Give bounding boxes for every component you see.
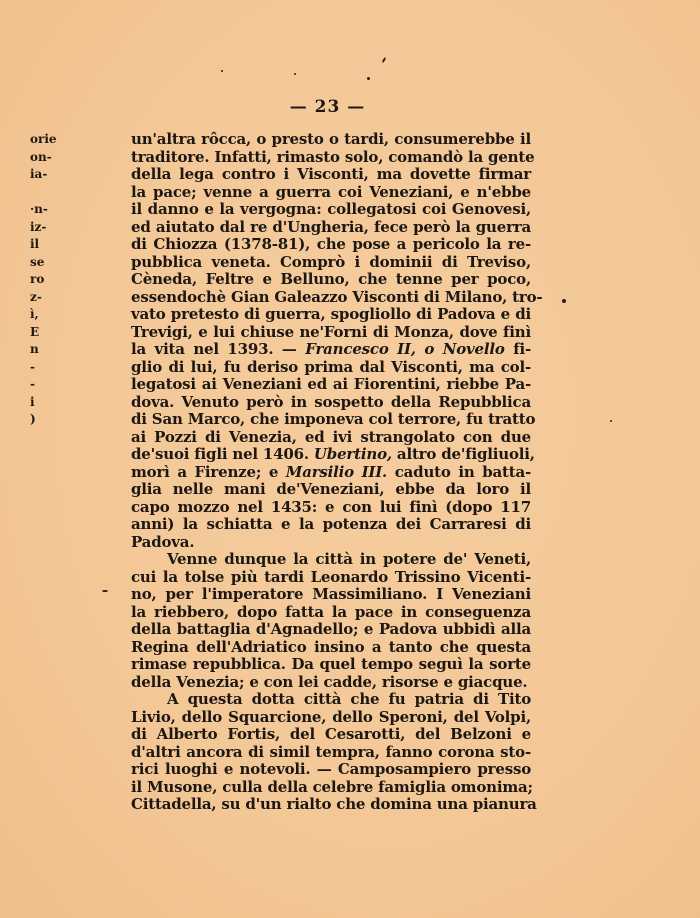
margin-fragment: il — [30, 237, 40, 251]
text-line: Livio, dello Squarcione, dello Speroni, del Volpi, — [131, 707, 531, 726]
text-line: d'altri ancora di simil tempra, fanno corona sto- — [131, 742, 531, 761]
text-line: un'altra rôcca, o presto o tardi, consumerebbe il — [131, 130, 531, 148]
ink-speck — [221, 70, 223, 72]
text-line: Venne dunque la città in potere de' Veneti, — [167, 550, 531, 568]
ink-speck — [610, 420, 612, 422]
margin-fragment: E — [30, 324, 40, 339]
text-line: rimase repubblica. Da quel tempo seguì la sorte — [131, 655, 531, 673]
text-line: legatosi ai Veneziani ed ai Fiorentini, riebbe Pa- — [131, 375, 531, 393]
text-line: la riebbero, dopo fatta la pace in conseguenza — [131, 602, 531, 621]
text-line: vato pretesto di guerra, spogliollo di Padova e di — [131, 305, 531, 323]
text-line: rici luoghi e notevoli. — Camposampiero presso — [131, 760, 531, 778]
text-line: della Venezia; e con lei cadde, risorse e giacque. — [131, 672, 528, 691]
ink-speck — [294, 73, 296, 75]
margin-fragment: iz- — [30, 219, 47, 234]
text-line: A questa dotta città che fu patria di Tito — [167, 690, 531, 708]
text-line: Regina dell'Adriatico insino a tanto che questa — [131, 637, 531, 656]
text-line: traditore. Infatti, rimasto solo, comandò la gente — [131, 147, 535, 166]
text-segment: morì a Firenze; e — [131, 462, 286, 481]
margin-fragment — [30, 184, 58, 202]
text-line: la pace; venne a guerra coi Veneziani, e n'ebbe — [131, 182, 531, 201]
ink-speck — [382, 57, 387, 63]
text-line: della battaglia d'Agnadello; e Padova ubbidì alla — [131, 620, 531, 638]
margin-fragment: n — [30, 342, 39, 356]
text-line: di Alberto Fortis, del Cesarotti, del Belzoni e — [131, 725, 531, 743]
ink-speck — [102, 590, 108, 592]
margin-fragment: ì, — [30, 307, 39, 321]
text-segment: altro de'figliuoli, — [391, 445, 535, 463]
margin-fragments — [30, 131, 58, 429]
text-line: ed aiutato dal re d'Ungheria, fece però la guerra — [131, 217, 531, 236]
text-segment: caduto in batta- — [387, 462, 532, 481]
text-line: di Chiozza (1378-81), che pose a pericolo la re- — [131, 235, 531, 253]
ink-speck — [367, 77, 370, 80]
text-line — [131, 341, 531, 359]
margin-fragment: i — [30, 394, 35, 409]
italic-name: Marsilio III. — [285, 462, 388, 481]
margin-fragment: on- — [30, 149, 52, 164]
text-line: della lega contro i Visconti, ma dovette firmar — [131, 165, 531, 183]
page-number: — 23 — — [289, 97, 366, 117]
text-line: essendochè Gian Galeazzo Visconti di Milano, tro- — [131, 287, 543, 306]
text-segment: la vita nel 1393. — — [131, 340, 306, 358]
margin-fragment: - — [30, 377, 35, 391]
ink-speck — [562, 299, 566, 303]
text-line: no, per l'imperatore Massimiliano. I Veneziani — [131, 585, 531, 603]
text-segment: de'suoi figli nel 1406. — [131, 445, 314, 463]
text-line: glio di lui, fu deriso prima dal Visconti, ma col- — [131, 357, 531, 376]
text-line: pubblica veneta. Comprò i dominii di Treviso, — [131, 252, 531, 271]
italic-name: Ubertino, — [313, 445, 392, 463]
body-text — [131, 130, 543, 814]
text-line: il Musone, culla della celebre famiglia omonima; — [131, 777, 533, 796]
text-line: Cittadella, su d'un rialto che domina una pianura — [131, 795, 537, 813]
text-line: dova. Venuto però in sospetto della Repubblica — [131, 392, 531, 411]
text-line — [131, 445, 535, 464]
margin-fragment: ia- — [30, 167, 48, 181]
text-line: Padova. — [131, 532, 195, 551]
text-line: cui la tolse più tardi Leonardo Trissino Vicenti- — [131, 567, 531, 586]
text-line: ai Pozzi di Venezia, ed ivi strangolato con due — [131, 427, 531, 446]
margin-fragment: - — [30, 359, 35, 374]
text-line: il danno e la vergogna: collegatosi coi Genovesi, — [131, 200, 531, 218]
margin-fragment: ) — [30, 412, 36, 426]
margin-fragment: z- — [30, 289, 42, 304]
text-line — [131, 464, 531, 482]
text-line: glia nelle mani de'Veneziani, ebbe da loro il — [131, 480, 531, 498]
text-line: di San Marco, che imponeva col terrore, fu tratto — [131, 410, 536, 428]
text-line: Trevigi, e lui chiuse ne'Forni di Monza, dove finì — [131, 322, 531, 341]
margin-fragment: se — [30, 254, 45, 269]
text-segment: fi- — [504, 340, 531, 358]
margin-fragment: ·n- — [30, 202, 48, 216]
margin-fragment: ro — [30, 272, 45, 286]
text-line: Cèneda, Feltre e Belluno, che tenne per poco, — [131, 270, 531, 288]
margin-fragment: orie — [30, 132, 57, 146]
italic-name: Francesco II, o Novello — [305, 340, 505, 358]
text-line: capo mozzo nel 1435: e con lui finì (dopo 117 — [131, 497, 531, 516]
text-line: anni) la schiatta e la potenza dei Carraresi di — [131, 515, 531, 533]
